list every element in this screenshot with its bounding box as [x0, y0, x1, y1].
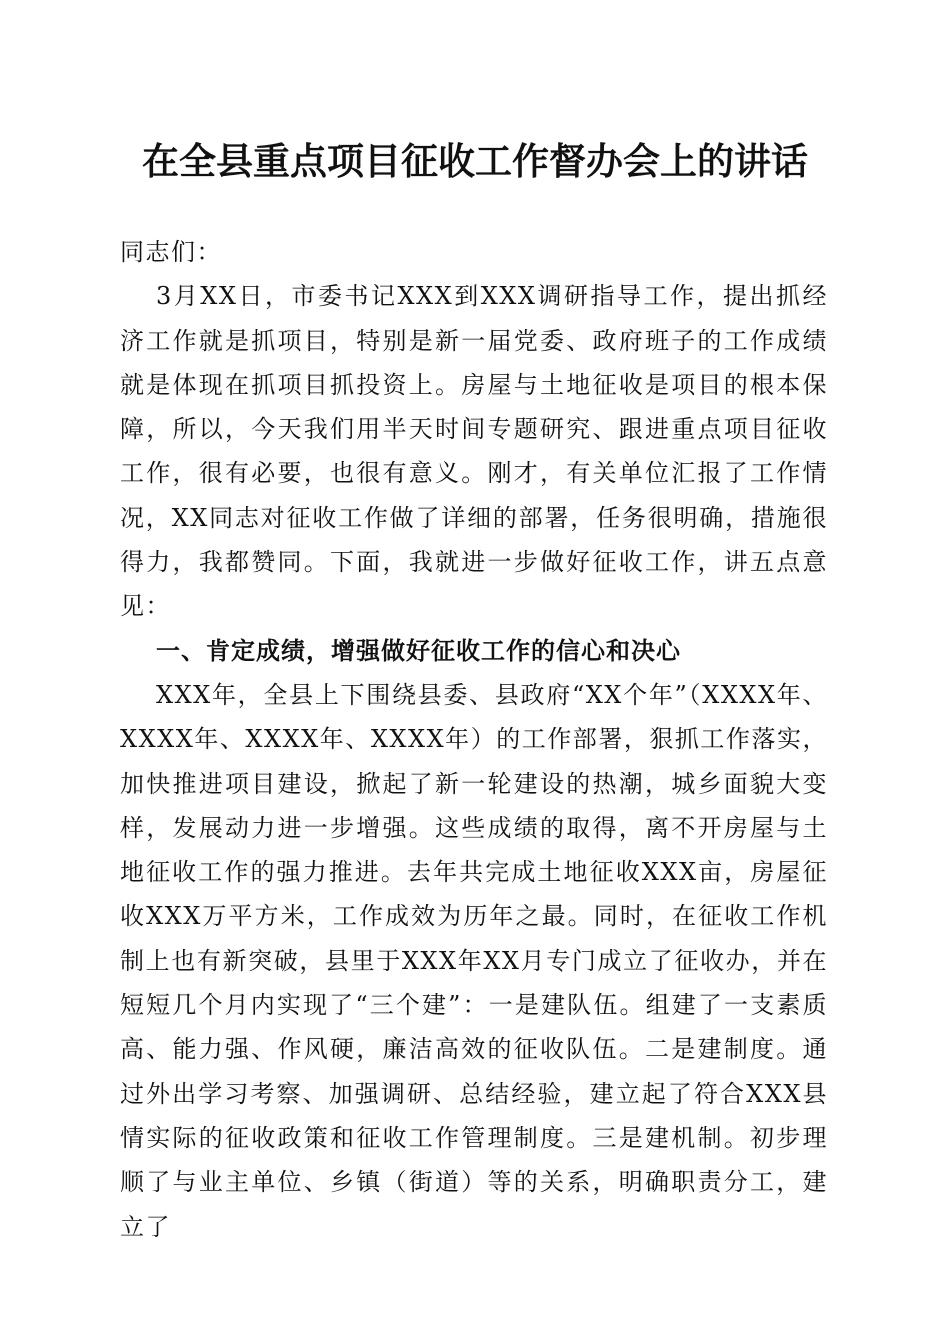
intro-paragraph: 3月XX日，市委书记XXX到XXX调研指导工作，提出抓经济工作就是抓项目，特别是新一届党委、政府班子的工作成绩就是体现在抓项目抓投资上。房屋与土地征收是项目的根本保障，所以，今天我们用半天时间专题研究、跟进重点项目征收工作，很有必要，也很有意义。刚才，有关单位汇报了工作情况，XX同志对征收工作做了详细的部署，任务很明确，措施很得力，我都赞同。下面，我就进一步做好征收工作，讲五点意见： [120, 282, 828, 621]
section-1-paragraph: XXX年，全县上下围绕县委、县政府“XX个年”（XXXX年、XXXX年、XXXX年、XXXX年）的工作部署，狠抓工作落实，加快推进项目建设，掀起了新一轮建设的热潮，城乡面貌大变样，发展动力进一步增强。这些成绩的取得，离不开房屋与土地征收工作的强力推进。去年共完成土地征收XXX亩，房屋征收XXX万平方米，工作成效为历年之最。同时，在征收工作机制上也有新突破，县里于XXX年XX月专门成立了征收办，并在短短几个月内实现了“三个建”：一是建队伍。组建了一支素质高、能力强、作风硬，廉洁高效的征收队伍。二是建制度。通过外出学习考察、加强调研、总结经验，建立起了符合XXX县情实际的征收政策和征收工作管理制度。三是建机制。初步理顺了与业主单位、乡镇（街道）等的关系，明确职责分工，建立了 [120, 680, 828, 1241]
document-body [120, 230, 828, 1249]
salutation: 同志们： [120, 238, 222, 266]
section-heading-1: 一、肯定成绩，增强做好征收工作的信心和决心 [156, 636, 681, 665]
document-title: 在全县重点项目征收工作督办会上的讲话 [142, 139, 808, 183]
